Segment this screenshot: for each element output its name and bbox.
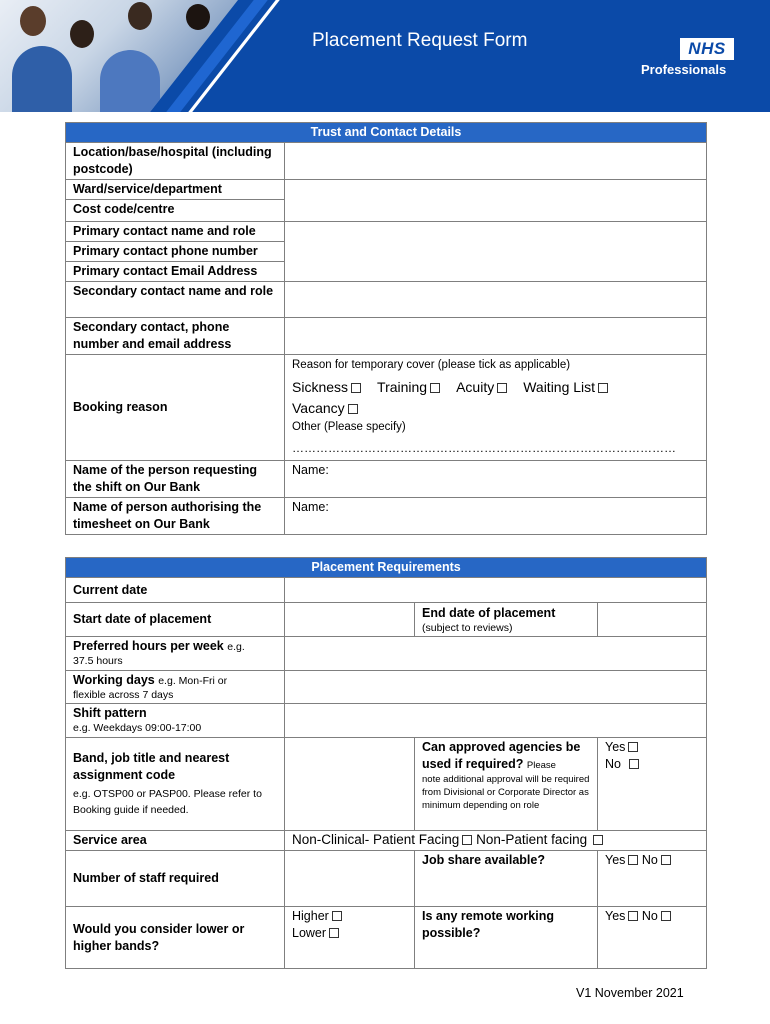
service-area-options bbox=[285, 831, 707, 851]
bands-label: Would you consider lower or higher bands? bbox=[66, 907, 285, 969]
job-share-no-checkbox[interactable]: No bbox=[642, 853, 671, 867]
working-days-field[interactable] bbox=[285, 671, 707, 704]
shift-pattern-field[interactable] bbox=[285, 704, 707, 738]
placement-requirements-table bbox=[65, 557, 707, 969]
start-date-label: Start date of placement bbox=[66, 603, 285, 637]
ward-field[interactable] bbox=[285, 180, 707, 222]
agency-label: Can approved agencies be used if required? Please note additional approval will be required from Divisional or Corporate Director as minimum depending on role bbox=[415, 738, 598, 831]
booking-options bbox=[292, 377, 699, 398]
bands-options bbox=[285, 907, 415, 969]
primary-phone-label: Primary contact phone number bbox=[66, 242, 285, 262]
start-date-field[interactable] bbox=[285, 603, 415, 637]
secondary-contact-field[interactable] bbox=[285, 318, 707, 355]
section-heading-trust: Trust and Contact Details bbox=[66, 123, 707, 143]
agency-no-checkbox[interactable]: No bbox=[605, 756, 699, 773]
authoriser-label: Name of person authorising the timesheet on Our Bank bbox=[66, 498, 285, 535]
other-label: Other (Please specify) bbox=[292, 421, 406, 433]
service-area-label: Service area bbox=[66, 831, 285, 851]
waiting-list-checkbox[interactable]: Waiting List bbox=[523, 377, 608, 398]
job-share-yes-checkbox[interactable]: Yes bbox=[605, 853, 638, 867]
cost-code-label: Cost code/centre bbox=[66, 200, 285, 222]
job-share-label: Job share available? bbox=[415, 851, 598, 907]
requester-name-field[interactable]: Name: bbox=[285, 461, 707, 498]
other-specify-line[interactable]: …………………………………………………………………………………… bbox=[292, 441, 676, 455]
higher-checkbox[interactable]: Higher bbox=[292, 908, 407, 925]
remote-yes-checkbox[interactable]: Yes bbox=[605, 909, 638, 923]
header-banner bbox=[0, 0, 770, 112]
location-field[interactable] bbox=[285, 143, 707, 180]
nhs-logo-subtext: Professionals bbox=[641, 62, 727, 77]
remote-no-checkbox[interactable]: No bbox=[642, 909, 671, 923]
hours-field[interactable] bbox=[285, 637, 707, 671]
job-share-options bbox=[598, 851, 707, 907]
booking-reason-label: Booking reason bbox=[66, 355, 285, 461]
secondary-contact-label: Secondary contact, phone number and email address bbox=[66, 318, 285, 355]
acuity-checkbox[interactable]: Acuity bbox=[456, 377, 507, 398]
staff-required-label: Number of staff required bbox=[66, 851, 285, 907]
authoriser-name-field[interactable]: Name: bbox=[285, 498, 707, 535]
secondary-name-field[interactable] bbox=[285, 282, 707, 318]
agency-options bbox=[598, 738, 707, 831]
booking-intro: Reason for temporary cover (please tick as applicable) bbox=[292, 359, 571, 371]
lower-checkbox[interactable]: Lower bbox=[292, 925, 407, 942]
hours-label: Preferred hours per week e.g. 37.5 hours bbox=[66, 637, 285, 671]
band-label: Band, job title and nearest assignment code e.g. OTSP00 or PASP00. Please refer to Booking guide if needed. bbox=[66, 738, 285, 831]
nhs-logo: NHS bbox=[680, 38, 734, 60]
page-title: Placement Request Form bbox=[312, 30, 528, 51]
agency-yes-checkbox[interactable]: Yes bbox=[605, 739, 699, 756]
remote-working-label: Is any remote working possible? bbox=[415, 907, 598, 969]
current-date-label: Current date bbox=[66, 578, 285, 603]
end-date-note: (subject to reviews) bbox=[422, 622, 513, 634]
remote-working-options bbox=[598, 907, 707, 969]
requester-label: Name of the person requesting the shift on Our Bank bbox=[66, 461, 285, 498]
end-date-label: End date of placement (subject to reviews) bbox=[415, 603, 598, 637]
primary-name-label: Primary contact name and role bbox=[66, 222, 285, 242]
location-label: Location/base/hospital (including postcode) bbox=[66, 143, 285, 180]
shift-pattern-label: Shift pattern e.g. Weekdays 09:00-17:00 bbox=[66, 704, 285, 738]
training-checkbox[interactable]: Training bbox=[377, 377, 440, 398]
vacancy-checkbox[interactable]: Vacancy bbox=[292, 398, 699, 419]
end-date-field[interactable] bbox=[598, 603, 707, 637]
version-footer: V1 November 2021 bbox=[576, 986, 684, 1000]
working-days-label: Working days e.g. Mon-Fri or flexible across 7 days bbox=[66, 671, 285, 704]
non-patient-checkbox[interactable]: Non-Patient facing bbox=[476, 832, 603, 847]
ward-label: Ward/service/department bbox=[66, 180, 285, 200]
non-clinical-checkbox[interactable]: Non-Clinical- Patient Facing bbox=[292, 832, 472, 847]
primary-email-label: Primary contact Email Address bbox=[66, 262, 285, 282]
current-date-field[interactable] bbox=[285, 578, 707, 603]
staff-required-field[interactable] bbox=[285, 851, 415, 907]
sickness-checkbox[interactable]: Sickness bbox=[292, 377, 361, 398]
secondary-name-label: Secondary contact name and role bbox=[66, 282, 285, 318]
trust-contact-table bbox=[65, 122, 707, 535]
booking-reason-cell bbox=[285, 355, 707, 461]
section-heading-placement: Placement Requirements bbox=[66, 558, 707, 578]
primary-contact-field[interactable] bbox=[285, 222, 707, 282]
band-field[interactable] bbox=[285, 738, 415, 831]
